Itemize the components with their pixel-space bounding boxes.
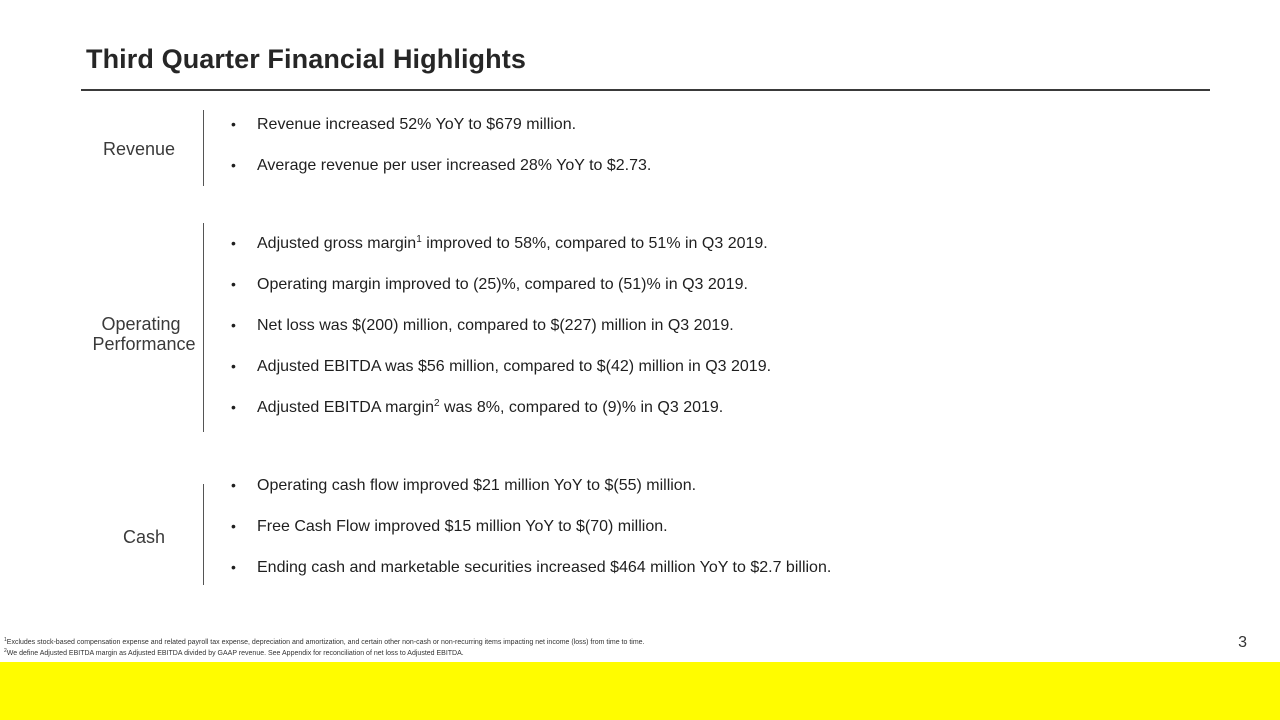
section-label-cash: Cash [122, 527, 166, 547]
brand-footer-band [0, 662, 1280, 720]
footnote-marker: 1 [4, 637, 7, 643]
bullet-dot: • [231, 317, 236, 333]
section-label-operating-2 [84, 334, 204, 354]
footnote-text: Excludes stock-based compensation expense and related payroll tax expense, depreciation and amortization, and certain other non-cash or non-recurring items impacting net income (loss) from time to time. [6, 639, 645, 646]
bullet-text: Net loss was $(200) million, compared to $(227) million in Q3 2019. [257, 317, 734, 334]
footnote-ref: 2 [433, 398, 440, 409]
page-number: 3 [1238, 634, 1247, 651]
section-divider-operating [203, 223, 204, 432]
bullet-text: Average revenue per user increased 28% YoY to $2.73. [257, 157, 652, 174]
footnotes [4, 637, 645, 659]
page-title: Third Quarter Financial Highlights [86, 44, 526, 74]
bullet-dot: • [231, 235, 236, 251]
bullet-text: was 8%, compared to (9)% in Q3 2019. [439, 399, 724, 416]
bullet-dot: • [231, 157, 236, 173]
section-label-line: Operating [101, 314, 181, 334]
bullet-text: Adjusted EBITDA was $56 million, compared to $(42) million in Q3 2019. [257, 358, 772, 375]
bullet-text: Revenue increased 52% YoY to $679 million. [257, 116, 577, 133]
section-label-revenue: Revenue [102, 139, 176, 159]
footnote-text: We define Adjusted EBITDA margin as Adjusted EBITDA divided by GAAP revenue. See Appendix for reconciliation of net loss to Adjusted EBITDA. [6, 650, 464, 657]
bullet-dot: • [231, 477, 236, 493]
section-divider-revenue [203, 110, 204, 186]
bullet-text: improved to 58%, compared to 51% in Q3 2019. [421, 235, 768, 252]
bullet-dot: • [231, 518, 236, 534]
footnote-ref: 1 [416, 234, 422, 245]
bullet-operating-3 [231, 314, 734, 337]
bullet-operating-2 [231, 273, 748, 296]
footnote-1 [4, 637, 645, 648]
bullet-text: Free Cash Flow improved $15 million YoY to $(70) million. [257, 518, 668, 535]
bullet-dot: • [231, 116, 236, 132]
bullet-dot: • [231, 559, 236, 575]
footnote-marker: 2 [4, 648, 7, 654]
bullet-operating-1 [231, 232, 768, 255]
bullet-cash-1 [231, 474, 696, 497]
bullet-dot: • [231, 399, 236, 415]
section-label-line: Performance [92, 334, 196, 354]
bullet-text: Adjusted gross margin [257, 235, 417, 252]
bullet-operating-4 [231, 355, 771, 378]
bullet-revenue-2 [231, 154, 651, 177]
section-divider-cash [203, 484, 204, 585]
bullet-text: Ending cash and marketable securities increased $464 million YoY to $2.7 billion. [257, 559, 832, 576]
bullet-dot: • [231, 276, 236, 292]
bullet-cash-2 [231, 515, 668, 538]
bullet-dot: • [231, 358, 236, 374]
bullet-operating-5 [231, 396, 723, 419]
footnote-2 [4, 648, 645, 659]
section-label-operating [81, 314, 201, 334]
bullet-revenue-1 [231, 113, 576, 136]
bullet-text: Adjusted EBITDA margin [257, 399, 434, 416]
bullet-cash-3 [231, 556, 831, 579]
bullet-text: Operating margin improved to (25)%, compared to (51)% in Q3 2019. [257, 276, 748, 293]
title-divider [81, 89, 1210, 91]
bullet-text: Operating cash flow improved $21 million YoY to $(55) million. [257, 477, 697, 494]
